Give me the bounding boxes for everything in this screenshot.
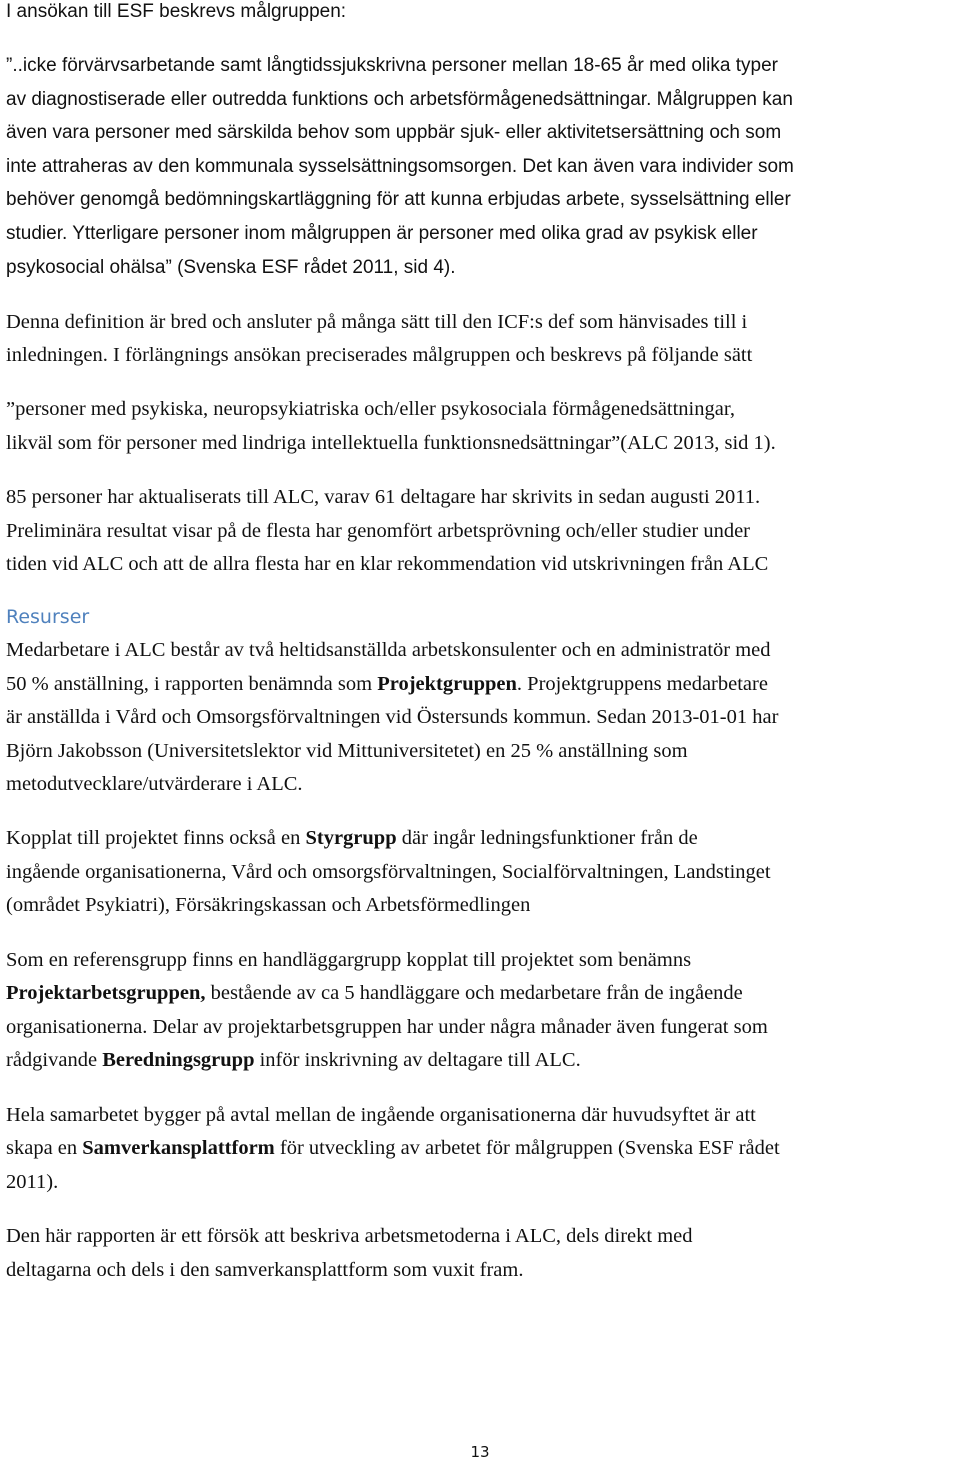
samverkansplattform-term: Samverkansplattform <box>82 1137 275 1159</box>
definition-line-2: inledningen. I förlängnings ansökan preciserades målgruppen och beskrevs på följande sätt <box>6 344 753 366</box>
quote-line-2: likväl som för personer med lindriga intellektuella funktionsnedsättningar”(ALC 2013, sid 1). <box>6 432 776 454</box>
intro-line-5: inte attraheras av den kommunala sysselsättningsomsorgen. Det kan även vara individer som <box>6 156 794 177</box>
projektgruppen-term: Projektgruppen <box>377 673 517 695</box>
results-line-3: tiden vid ALC och att de allra flesta har en klar rekommendation vid utskrivningen från ALC <box>6 553 769 575</box>
section-heading-resurser: Resurser <box>6 606 90 628</box>
steering-line-1 <box>6 826 698 850</box>
intro-line-4: även vara personer med särskilda behov som uppbär sjuk- eller aktivitetsersättning och som <box>6 122 782 143</box>
styrgrupp-term: Styrgrupp <box>305 827 397 849</box>
intro-line-8: psykosocial ohälsa” (Svenska ESF rådet 2011, sid 4). <box>6 257 456 278</box>
projektarbetsgruppen-term: Projektarbetsgruppen, <box>6 982 206 1004</box>
reference-line-2-rest: bestående av ca 5 handläggare och medarbetare från de ingående <box>205 982 743 1004</box>
resources-line-2-text: 50 % anställning, i rapporten benämnda som <box>6 673 378 695</box>
cooperation-line-2-rest: för utveckling av arbetet för målgruppen (Svenska ESF rådet <box>274 1137 780 1159</box>
closing-line-1: Den här rapporten är ett försök att beskriva arbetsmetoderna i ALC, dels direkt med <box>6 1225 693 1247</box>
resources-line-5: metodutvecklare/utvärderare i ALC. <box>6 773 303 795</box>
cooperation-line-2 <box>6 1136 780 1160</box>
cooperation-line-3: 2011). <box>6 1171 59 1193</box>
intro-line-7: studier. Ytterligare personer inom målgruppen är personer med olika grad av psykisk eller <box>6 223 758 244</box>
resources-line-1: Medarbetare i ALC består av två heltidsanställda arbetskonsulenter och en administratör med <box>6 639 771 661</box>
reference-line-2 <box>6 981 743 1005</box>
closing-line-2: deltagarna och dels i den samverkansplattform som vuxit fram. <box>6 1259 524 1281</box>
results-line-1: 85 personer har aktualiserats till ALC, varav 61 deltagare har skrivits in sedan augusti 2011. <box>6 486 761 508</box>
intro-line-2: ”..icke förvärvsarbetande samt långtidssjukskrivna personer mellan 18-65 år med olika typer <box>6 55 778 76</box>
definition-line-1: Denna definition är bred och ansluter på många sätt till den ICF:s def som hänvisades till i <box>6 311 748 333</box>
cooperation-line-1: Hela samarbetet bygger på avtal mellan de ingående organisationerna där huvudsyftet är att <box>6 1104 756 1126</box>
resources-line-3: är anställda i Vård och Omsorgsförvaltningen vid Östersunds kommun. Sedan 2013-01-01 har <box>6 706 779 728</box>
results-line-2: Preliminära resultat visar på de flesta har genomfört arbetsprövning och/eller studier under <box>6 520 751 542</box>
steering-line-1-text: Kopplat till projektet finns också en <box>6 827 306 849</box>
reference-line-4 <box>6 1048 581 1072</box>
reference-line-4-text: rådgivande <box>6 1049 103 1071</box>
page-number: 13 <box>470 1443 490 1461</box>
resources-line-2 <box>6 672 768 696</box>
steering-line-3: (området Psykiatri), Försäkringskassan och Arbetsförmedlingen <box>6 894 531 916</box>
steering-line-1-rest: där ingår ledningsfunktioner från de <box>396 827 698 849</box>
beredningsgrupp-term: Beredningsgrupp <box>102 1049 255 1071</box>
steering-line-2: ingående organisationerna, Vård och omsorgsförvaltningen, Socialförvaltningen, Landstinget <box>6 861 771 883</box>
reference-line-4-rest: inför inskrivning av deltagare till ALC. <box>254 1049 581 1071</box>
intro-line-6: behöver genomgå bedömningskartläggning för att kunna erbjudas arbete, sysselsättning eller <box>6 189 791 210</box>
reference-line-3: organisationerna. Delar av projektarbetsgruppen har under några månader även fungerat som <box>6 1016 768 1038</box>
resources-line-2-rest: . Projektgruppens medarbetare <box>516 673 768 695</box>
intro-line-3: av diagnostiserade eller outredda funktions och arbetsförmågenedsättningar. Målgruppen kan <box>6 89 793 110</box>
reference-line-1: Som en referensgrupp finns en handläggargrupp kopplat till projektet som benämns <box>6 949 692 971</box>
resources-line-4: Björn Jakobsson (Universitetslektor vid Mittuniversitetet) en 25 % anställning som <box>6 740 688 762</box>
intro-line-1: I ansökan till ESF beskrevs målgruppen: <box>6 1 347 22</box>
cooperation-line-2-text: skapa en <box>6 1137 83 1159</box>
quote-line-1: ”personer med psykiska, neuropsykiatriska och/eller psykosociala förmågenedsättningar, <box>6 398 735 420</box>
